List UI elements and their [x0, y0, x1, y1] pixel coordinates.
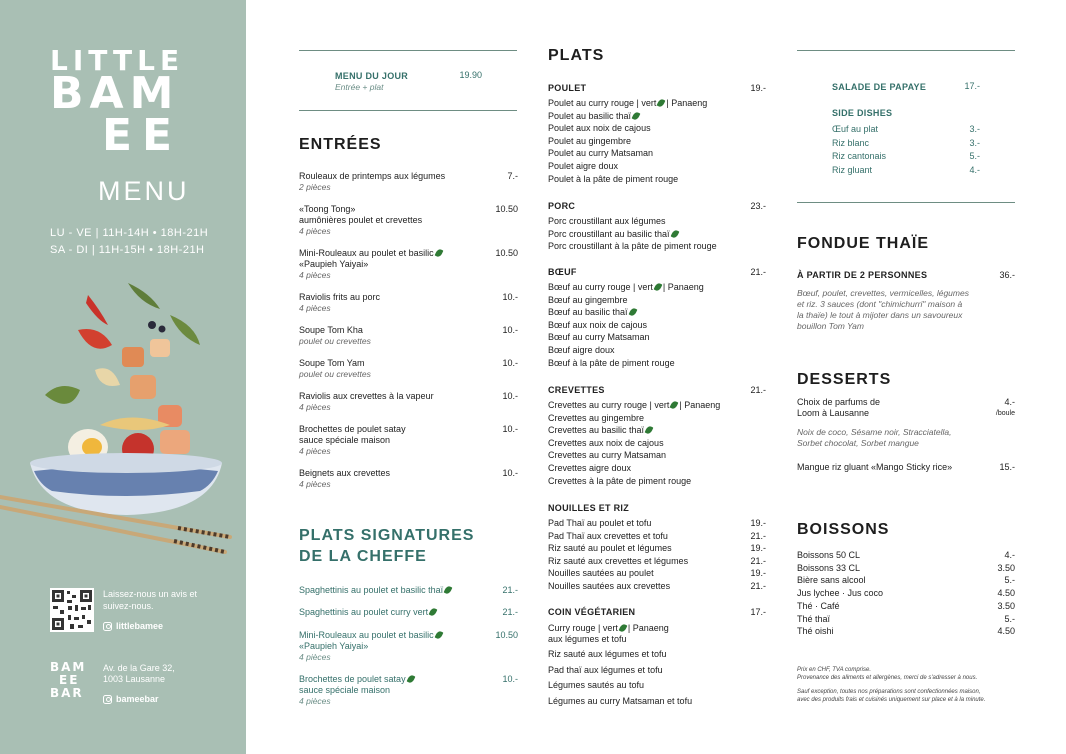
entree-item	[299, 424, 489, 457]
entree-price: 10.50	[495, 204, 518, 214]
leaf-shape-2	[170, 315, 200, 345]
plats-section-price: 23.-	[750, 201, 766, 211]
chili-icon	[434, 630, 443, 640]
nouilles-item: Riz sauté au poulet et légumes	[548, 543, 672, 554]
plats-line	[548, 294, 704, 307]
entree-price: 10.-	[502, 468, 518, 478]
entree-item	[299, 325, 489, 347]
fondue-subtitle: À PARTIR DE 2 PERSONNES	[797, 270, 928, 280]
dessert-flavour-line: Sorbet chocolat, Sorbet mangue	[797, 438, 919, 448]
dessert-name-line1: Choix de parfums de	[797, 397, 881, 407]
vegetarien-curry-line2: aux légumes et tofu	[548, 634, 627, 644]
entree-item	[299, 171, 489, 193]
brand-line3: EE	[102, 110, 183, 161]
plats-line-text: Bœuf à la pâte de piment rouge	[548, 357, 675, 368]
dessert-icecream-price: 4.-	[1004, 397, 1015, 407]
footnote-line: Prix en CHF, TVA comprise.	[797, 667, 872, 673]
signature-name-line2: «Paupieh Yaiyai»	[299, 641, 369, 651]
signature-item	[299, 630, 489, 663]
vegetarien-item: Légumes sautés au tofu	[548, 680, 645, 690]
dessert-name-line2: Loom à Lausanne	[797, 408, 870, 418]
fondue-desc-line: bouillon Tom Yam	[797, 321, 864, 331]
signature-price: 21.-	[502, 585, 518, 595]
entree-note: poulet ou crevettes	[299, 336, 371, 346]
brand-logo	[50, 44, 200, 161]
signature-name: Mini-Rouleaux au poulet et basilic	[299, 630, 489, 641]
boisson-price: 3.50	[997, 600, 1015, 611]
chili-shape	[86, 295, 108, 325]
boisson-price: 4.50	[997, 626, 1015, 637]
plats-line-text: Crevettes au gingembre	[548, 412, 645, 423]
boisson-price: 4.-	[1004, 550, 1015, 560]
chili-icon	[657, 98, 666, 108]
brand-line2: BAM	[50, 68, 180, 119]
instagram-icon	[103, 622, 112, 631]
signature-item	[299, 585, 489, 596]
chili-icon	[406, 674, 415, 684]
plats-line	[548, 228, 717, 241]
pepper-dot	[148, 321, 156, 329]
nouilles-price: 19.-	[750, 543, 766, 554]
entree-name: Brochettes de poulet satay	[299, 424, 406, 434]
panaeng-suffix: | Panaeng	[679, 400, 721, 410]
review-text: Laissez-nous un avis et suivez-nous.	[103, 589, 198, 611]
chili-icon	[670, 229, 679, 239]
entree-price: 7.-	[507, 171, 518, 181]
side-dish-price: 3.-	[969, 137, 980, 148]
plats-line	[548, 331, 704, 344]
plats-line-text: Poulet aigre doux	[548, 160, 619, 171]
entree-item	[299, 468, 489, 490]
signature-note: 4 pièces	[299, 696, 331, 706]
vegetarien-item: Pad thaï aux légumes et tofu	[548, 664, 663, 675]
signature-item	[299, 674, 489, 707]
plats-line-text: Crevettes aigre doux	[548, 462, 632, 473]
plats-line-text: Crevettes au curry Matsaman	[548, 450, 667, 461]
nouilles-title: NOUILLES ET RIZ	[548, 503, 629, 513]
bowl-rim	[30, 453, 222, 473]
menu-du-jour-subtitle	[335, 82, 383, 93]
chili-icon	[645, 425, 654, 435]
nouilles-item: Nouilles sautées aux crevettes	[548, 581, 671, 591]
entree-name-line2: aumônières poulet et crevettes	[299, 215, 423, 225]
plats-section-bœuf: BŒUF	[548, 267, 577, 277]
plats-line-text: Poulet à la pâte de piment rouge	[548, 173, 679, 184]
opening-hours	[50, 225, 208, 259]
entree-price: 10.-	[502, 325, 518, 335]
plats-section-lines	[548, 281, 704, 369]
signature-name: Spaghettinis au poulet curry vert	[299, 607, 489, 618]
plats-line	[548, 357, 704, 370]
divider	[797, 202, 1015, 203]
boisson-item: Thé oishi	[797, 626, 834, 637]
entree-name-line2: sauce spéciale maison	[299, 435, 391, 445]
fondue-desc-line: et riz. 3 sauces (dont "chimichurri" maison à	[797, 299, 963, 309]
side-dish-item: Riz gluant	[832, 164, 873, 175]
fondue-price: 36.-	[999, 270, 1015, 280]
instagram-icon	[103, 695, 112, 704]
entree-note: 4 pièces	[299, 446, 331, 456]
leaf-shape	[128, 283, 160, 309]
tomato-shape	[78, 329, 112, 349]
shrimp-piece	[130, 375, 156, 399]
signature-name: Brochettes de poulet satay	[299, 674, 489, 685]
dessert-icecream-unit: /boule	[995, 410, 1015, 417]
boisson-price: 4.50	[997, 588, 1015, 599]
entree-note: 2 pièces	[299, 182, 331, 192]
footnote-line: avec des produits frais et cuisinés uniquement sur place et à la minute.	[797, 696, 986, 703]
address-line1: Av. de la Gare 32,	[103, 663, 175, 673]
fondue-title: FONDUE THAÏE	[797, 235, 929, 252]
bar-logo-line2: EE	[59, 673, 80, 687]
plats-line-text: Porc croustillant à la pâte de piment rouge	[548, 241, 717, 252]
entree-price: 10.-	[502, 391, 518, 401]
footnote-line: Sauf exception, toutes nos préparations sont confectionnées maison,	[797, 689, 981, 695]
bar-logo-line3: BAR	[50, 686, 84, 700]
qr-code-icon[interactable]	[50, 588, 94, 632]
chopstick-band-2	[174, 541, 225, 552]
plats-section-price: 21.-	[750, 385, 766, 395]
boisson-item: Thé thaï	[797, 613, 831, 624]
hours-weekdays: LU - VE | 11H-14H • 18H-21H	[50, 227, 209, 239]
plats-line-text: Bœuf aigre doux	[548, 344, 615, 355]
entree-name: Soupe Tom Kha	[299, 325, 363, 335]
plats-section-lines	[548, 97, 707, 185]
plats-line	[548, 147, 707, 160]
dessert-item-mango: Mangue riz gluant «Mango Sticky rice»	[797, 462, 953, 472]
plats-line-text: Bœuf au gingembre	[548, 294, 628, 305]
plats-line-text: Bœuf au curry rouge | vert	[548, 282, 653, 292]
nouilles-price: 21.-	[750, 530, 766, 541]
fondue-desc-line: Bœuf, poulet, crevettes, vermicelles, légumes	[797, 288, 969, 298]
signature-price: 21.-	[502, 607, 518, 617]
entree-name: Raviolis aux crevettes à la vapeur	[299, 391, 434, 401]
nouilles-item: Pad Thaï aux crevettes et tofu	[548, 530, 668, 541]
plats-line	[548, 449, 720, 462]
side-dish-price: 3.-	[969, 124, 980, 134]
nouilles-item: Riz sauté aux crevettes et légumes	[548, 555, 689, 566]
entree-note: 4 pièces	[299, 402, 331, 412]
brand-line1: LITTLE	[50, 44, 185, 77]
signature-name: Spaghettinis au poulet et basilic thaï	[299, 585, 489, 596]
plats-line	[548, 97, 707, 110]
plats-line-text: Poulet au basilic thaï	[548, 110, 632, 121]
nouilles-price: 19.-	[750, 568, 766, 579]
plats-line-text: Crevettes au curry rouge | vert	[548, 400, 670, 410]
plats-line	[548, 240, 717, 253]
plats-section-lines	[548, 215, 717, 253]
plats-line-text: Poulet au gingembre	[548, 135, 632, 146]
basil-shape	[45, 386, 80, 404]
entree-price: 10.-	[502, 424, 518, 434]
nouilles-price: 19.-	[750, 518, 766, 528]
vegetarien-curry-text: Curry rouge | vert	[548, 623, 618, 633]
entree-name: «Toong Tong»	[299, 204, 356, 214]
entree-name: Raviolis frits au porc	[299, 292, 381, 302]
side-dishes-title: SIDE DISHES	[832, 108, 893, 118]
entree-item	[299, 292, 489, 314]
dessert-item-icecream	[797, 397, 880, 419]
instagram-link-little[interactable]	[103, 621, 163, 631]
signature-item	[299, 607, 489, 618]
chicken-piece-3	[160, 430, 190, 454]
plats-line	[548, 399, 720, 412]
plats-section-price: 21.-	[750, 267, 766, 277]
entree-name: Beignets aux crevettes	[299, 468, 391, 478]
tofu-piece	[150, 339, 170, 357]
entrees-title: ENTRÉES	[299, 136, 382, 153]
boisson-item: Boissons 33 CL	[797, 562, 861, 573]
chili-icon	[628, 307, 637, 317]
divider	[299, 50, 517, 51]
entree-note: 4 pièces	[299, 226, 331, 236]
vegetarien-curry-suffix: | Panaeng	[627, 623, 669, 633]
plats-line	[548, 135, 707, 148]
chili-icon	[670, 400, 679, 410]
plats-line	[548, 122, 707, 135]
instagram-handle: bameebar	[116, 694, 159, 704]
chili-icon	[434, 248, 443, 258]
dessert-icecream-flavours	[797, 427, 952, 449]
bar-logo-line1: BAM	[50, 660, 87, 674]
pepper-dot-2	[159, 326, 166, 333]
side-dish-price: 5.-	[969, 151, 980, 161]
plats-section-porc: PORC	[548, 201, 576, 211]
signature-price: 10.50	[495, 630, 518, 640]
nouilles-price: 21.-	[750, 555, 766, 566]
plats-line-text: Poulet au curry Matsaman	[548, 148, 654, 159]
plats-line	[548, 319, 704, 332]
vegetarien-curry-item	[548, 623, 669, 645]
egg-yolk	[82, 438, 102, 456]
chili-icon	[429, 607, 438, 617]
fondue-desc-line: la thaïe) le tout à mijoter dans un savoureux	[797, 310, 963, 320]
entree-note: 4 pièces	[299, 479, 331, 489]
vegetarien-curry-line	[548, 623, 669, 634]
salade-price: 17.-	[964, 81, 980, 91]
boisson-price: 5.-	[1004, 575, 1015, 586]
plats-line	[548, 412, 720, 425]
vegetarien-title: COIN VÉGÉTARIEN	[548, 607, 636, 617]
entree-note: 4 pièces	[299, 270, 331, 280]
dessert-flavour-line: Noix de coco, Sésame noir, Stracciatella,	[797, 427, 952, 437]
plats-line-text: Poulet aux noix de cajous	[548, 123, 651, 134]
plats-section-price: 19.-	[750, 83, 766, 93]
plats-line-text: Poulet au curry rouge | vert	[548, 98, 657, 108]
divider	[299, 110, 517, 111]
boisson-item: Bière sans alcool	[797, 575, 866, 586]
vegetarien-price: 17.-	[750, 607, 766, 617]
plats-line	[548, 344, 704, 357]
brand-menu-word: MENU	[98, 176, 190, 206]
nouilles-item: Pad Thaï au poulet et tofu	[548, 518, 652, 528]
entree-item	[299, 358, 489, 380]
instagram-link-bar[interactable]	[103, 694, 159, 704]
plats-line	[548, 306, 704, 319]
plats-line-text: Crevettes à la pâte de piment rouge	[548, 475, 692, 486]
panaeng-suffix: | Panaeng	[662, 282, 704, 292]
boisson-price: 5.-	[1004, 613, 1015, 624]
boisson-item: Boissons 50 CL	[797, 550, 861, 560]
bar-address	[103, 663, 175, 685]
entree-name: Mini-Rouleaux au poulet et basilic	[299, 248, 489, 259]
plats-section-crevettes: CREVETTES	[548, 385, 605, 395]
menu-du-jour-note: Entrée + plat	[335, 82, 384, 92]
entree-name: Soupe Tom Yam	[299, 358, 365, 368]
entree-name-line2: «Paupieh Yaiyai»	[299, 259, 369, 269]
chili-icon	[444, 585, 453, 595]
address-line2: 1003 Lausanne	[103, 674, 166, 684]
boisson-item: Thé · Café	[797, 600, 840, 611]
plats-section-poulet: POULET	[548, 83, 587, 93]
hours-weekend: SA - DI | 11H-15H • 18H-21H	[50, 244, 205, 256]
plats-line-text: Crevettes aux noix de cajous	[548, 437, 664, 448]
signatures-title-line2: DE LA CHEFFE	[299, 548, 427, 565]
menu-du-jour-title: MENU DU JOUR	[335, 71, 409, 81]
footnote-line: Provenance des aliments et allergènes, merci de s'adresser à nous.	[797, 674, 978, 681]
side-dish-item: Riz cantonais	[832, 151, 887, 161]
noodle-bowl-illustration	[0, 275, 246, 565]
signature-note: 4 pièces	[299, 652, 331, 662]
signature-name-line2: sauce spéciale maison	[299, 685, 391, 695]
side-dish-item: Œuf au plat	[832, 124, 879, 134]
plats-line	[548, 424, 720, 437]
plats-section-lines	[548, 399, 720, 487]
entree-name: Rouleaux de printemps aux légumes	[299, 171, 446, 181]
signatures-title-line1: PLATS SIGNATURES	[299, 527, 475, 544]
menu-du-jour-price: 19.90	[459, 70, 482, 80]
plats-title: PLATS	[548, 47, 605, 64]
entree-item	[299, 391, 489, 413]
entree-item	[299, 248, 489, 281]
chili-icon	[618, 623, 627, 633]
plats-line-text: Bœuf au curry Matsaman	[548, 332, 650, 343]
chili-icon	[632, 111, 641, 121]
chili-icon	[653, 282, 662, 292]
plats-line	[548, 160, 707, 173]
plats-line-text: Bœuf aux noix de cajous	[548, 319, 648, 330]
entree-price: 10.50	[495, 248, 518, 258]
fondue-description	[797, 288, 987, 332]
plats-line-text: Crevettes au basilic thaï	[548, 425, 645, 436]
signatures-title	[299, 525, 474, 567]
boisson-item: Jus lychee · Jus coco	[797, 588, 884, 599]
instagram-handle: littlebamee	[116, 621, 164, 631]
footnote-prices	[797, 667, 977, 682]
nouilles-item: Nouilles sautées au poulet	[548, 568, 654, 579]
salade-title: SALADE DE PAPAYE	[832, 82, 927, 92]
vegetarien-item: Légumes au curry Matsaman et tofu	[548, 695, 693, 706]
chopstick-band-1	[178, 528, 230, 537]
bar-logo	[50, 661, 86, 700]
entree-note: 4 pièces	[299, 303, 331, 313]
plats-line	[548, 173, 707, 186]
entree-price: 10.-	[502, 358, 518, 368]
plats-line	[548, 281, 704, 294]
plats-line-text: Porc croustillant au basilic thaï	[548, 228, 670, 239]
footnote-homemade	[797, 689, 985, 704]
plats-line-text: Porc croustillant aux légumes	[548, 216, 666, 226]
plats-line	[548, 215, 717, 228]
panaeng-suffix: | Panaeng	[666, 98, 708, 108]
plats-line	[548, 437, 720, 450]
boissons-title: BOISSONS	[797, 521, 890, 538]
dessert-mango-price: 15.-	[999, 462, 1015, 472]
onion-shape	[95, 368, 120, 386]
vegetarien-item: Riz sauté aux légumes et tofu	[548, 649, 667, 659]
entree-note: poulet ou crevettes	[299, 369, 371, 379]
plats-line	[548, 110, 707, 123]
side-dish-price: 4.-	[969, 164, 980, 175]
nouilles-price: 21.-	[750, 581, 766, 591]
plats-line-text: Bœuf au basilic thaï	[548, 307, 628, 318]
boisson-price: 3.50	[997, 562, 1015, 573]
plats-line	[548, 462, 720, 475]
side-dish-item: Riz blanc	[832, 137, 870, 148]
divider	[797, 50, 1015, 51]
plats-line	[548, 475, 720, 488]
entree-item	[299, 204, 489, 237]
sidebar	[0, 0, 246, 754]
entree-price: 10.-	[502, 292, 518, 302]
chicken-piece	[122, 347, 144, 367]
desserts-title: DESSERTS	[797, 371, 892, 388]
signature-price: 10.-	[502, 674, 518, 684]
